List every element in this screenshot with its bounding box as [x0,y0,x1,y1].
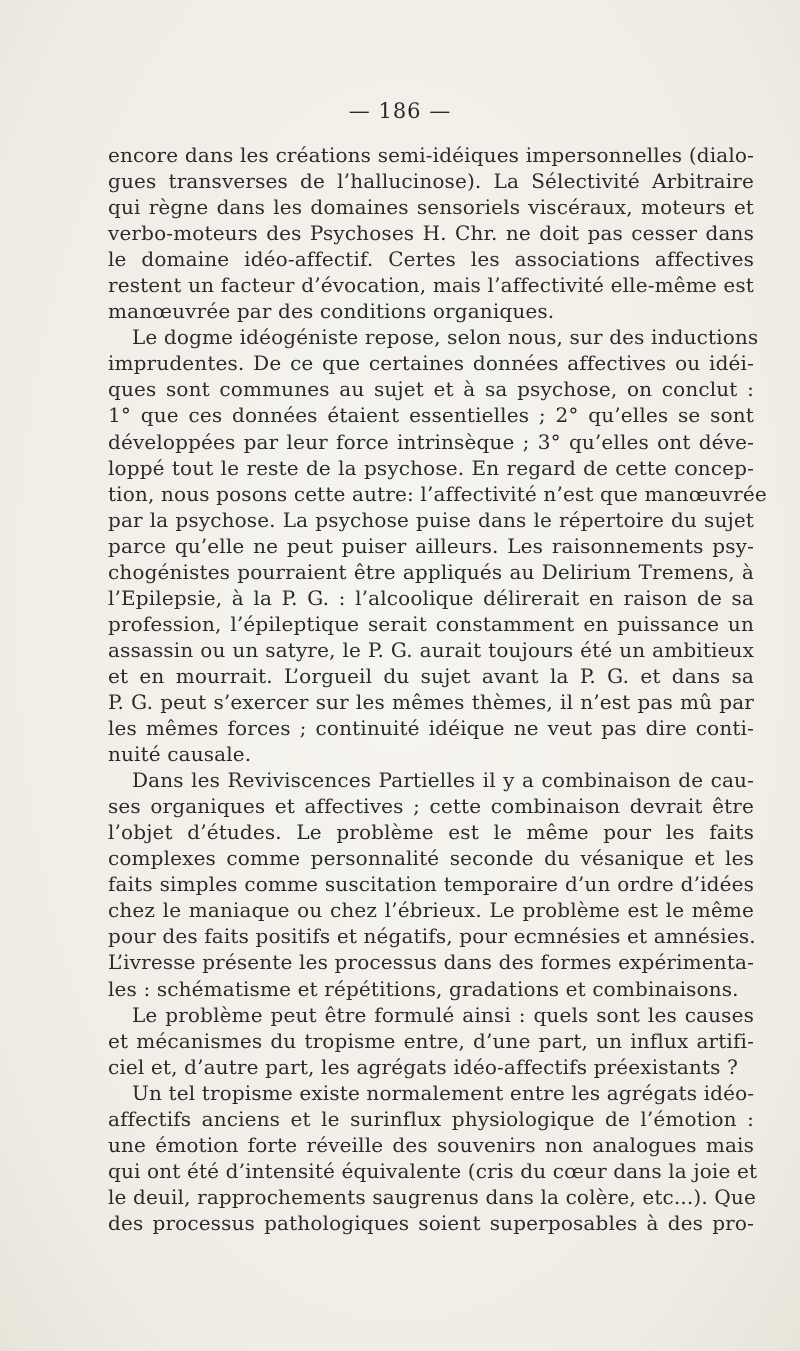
text-line: 1° que ces données étaient essentielles ; 2° qu’elles se sont [108,403,754,428]
text-line: profession, l’épileptique serait constamment en puissance un [108,611,754,636]
text-line: par la psychose. La psychose puise dans le répertoire du sujet [108,507,754,532]
text-line: parce qu’elle ne peut puiser ailleurs. Les raisonnements psy- [108,533,754,558]
text-line: Le problème peut être formulé ainsi : quels sont les causes [132,1002,754,1027]
text-line: qui règne dans les domaines sensoriels viscéraux, moteurs et [108,195,754,220]
page-number: — 186 — [348,99,452,123]
text-line: affectifs anciens et le surinflux physiologique de l’émotion : [108,1106,754,1131]
text-line: les mêmes forces ; continuité idéique ne veut pas dire conti- [108,716,754,741]
text-line: et mécanismes du tropisme entre, d’une part, un influx artifi- [108,1028,754,1053]
text-line: l’Epilepsie, à la P. G. : l’alcoolique délirerait en raison de sa [108,585,754,610]
text-line: développées par leur force intrinsèque ; 3° qu’elles ont déve- [108,429,754,454]
body-text [108,142,767,1236]
text-line: faits simples comme suscitation temporaire d’un ordre d’idées [108,872,754,897]
text-line: et en mourrait. L’orgueil du sujet avant la P. G. et dans sa [108,663,754,688]
text-line: ciel et, d’autre part, les agrégats idéo-affectifs préexistants ? [108,1054,738,1079]
text-line: imprudentes. De ce que certaines données affectives ou idéi- [108,351,754,376]
text-line: le domaine idéo-affectif. Certes les associations affectives [108,247,754,272]
text-line: Dans les Reviviscences Partielles il y a combinaison de cau- [132,768,754,793]
text-line: manœuvrée par des conditions organiques. [108,299,555,324]
text-line: chez le maniaque ou chez l’ébrieux. Le problème est le même [108,898,754,923]
text-line: le deuil, rapprochements saugrenus dans la colère, etc...). Que [108,1184,756,1209]
text-line: P. G. peut s’exercer sur les mêmes thèmes, il n’est pas mû par [108,689,754,714]
text-line: les : schématisme et répétitions, gradations et combinaisons. [108,976,739,1001]
text-line: chogénistes pourraient être appliqués au Delirium Tremens, à [108,559,754,584]
text-line: des processus pathologiques soient superposables à des pro- [108,1210,754,1235]
text-line: verbo-moteurs des Psychoses H. Chr. ne doit pas cesser dans [108,221,754,246]
text-line: ses organiques et affectives ; cette combinaison devrait être [108,794,754,819]
text-line: nuité causale. [108,742,252,767]
text-line: Un tel tropisme existe normalement entre les agrégats idéo- [132,1080,755,1105]
text-line: loppé tout le reste de la psychose. En regard de cette concep- [108,455,754,480]
text-line: complexes comme personnalité seconde du vésanique et les [108,846,754,871]
text-line: l’objet d’études. Le problème est le même pour les faits [108,820,754,845]
text-line: assassin ou un satyre, le P. G. aurait toujours été un ambitieux [108,637,754,662]
text-line: ques sont communes au sujet et à sa psychose, on conclut : [108,377,754,402]
text-line: encore dans les créations semi-idéiques impersonnelles (dialo- [108,143,754,167]
text-line: pour des faits positifs et négatifs, pour ecmnésies et amnésies. [108,924,756,949]
text-line: qui ont été d’intensité équivalente (cris du cœur dans la joie et [108,1158,758,1183]
text-line: une émotion forte réveille des souvenirs non analogues mais [108,1132,754,1157]
text-line: Le dogme idéogéniste repose, selon nous, sur des inductions [132,325,759,350]
text-line: tion, nous posons cette autre: l’affectivité n’est que manœuvrée [108,481,767,506]
text-line: L’ivresse présente les processus dans des formes expérimenta- [108,950,754,975]
text-line: restent un facteur d’évocation, mais l’affectivité elle-même est [108,273,754,298]
text-line: gues transverses de l’hallucinose). La Sélectivité Arbitraire [108,169,754,194]
